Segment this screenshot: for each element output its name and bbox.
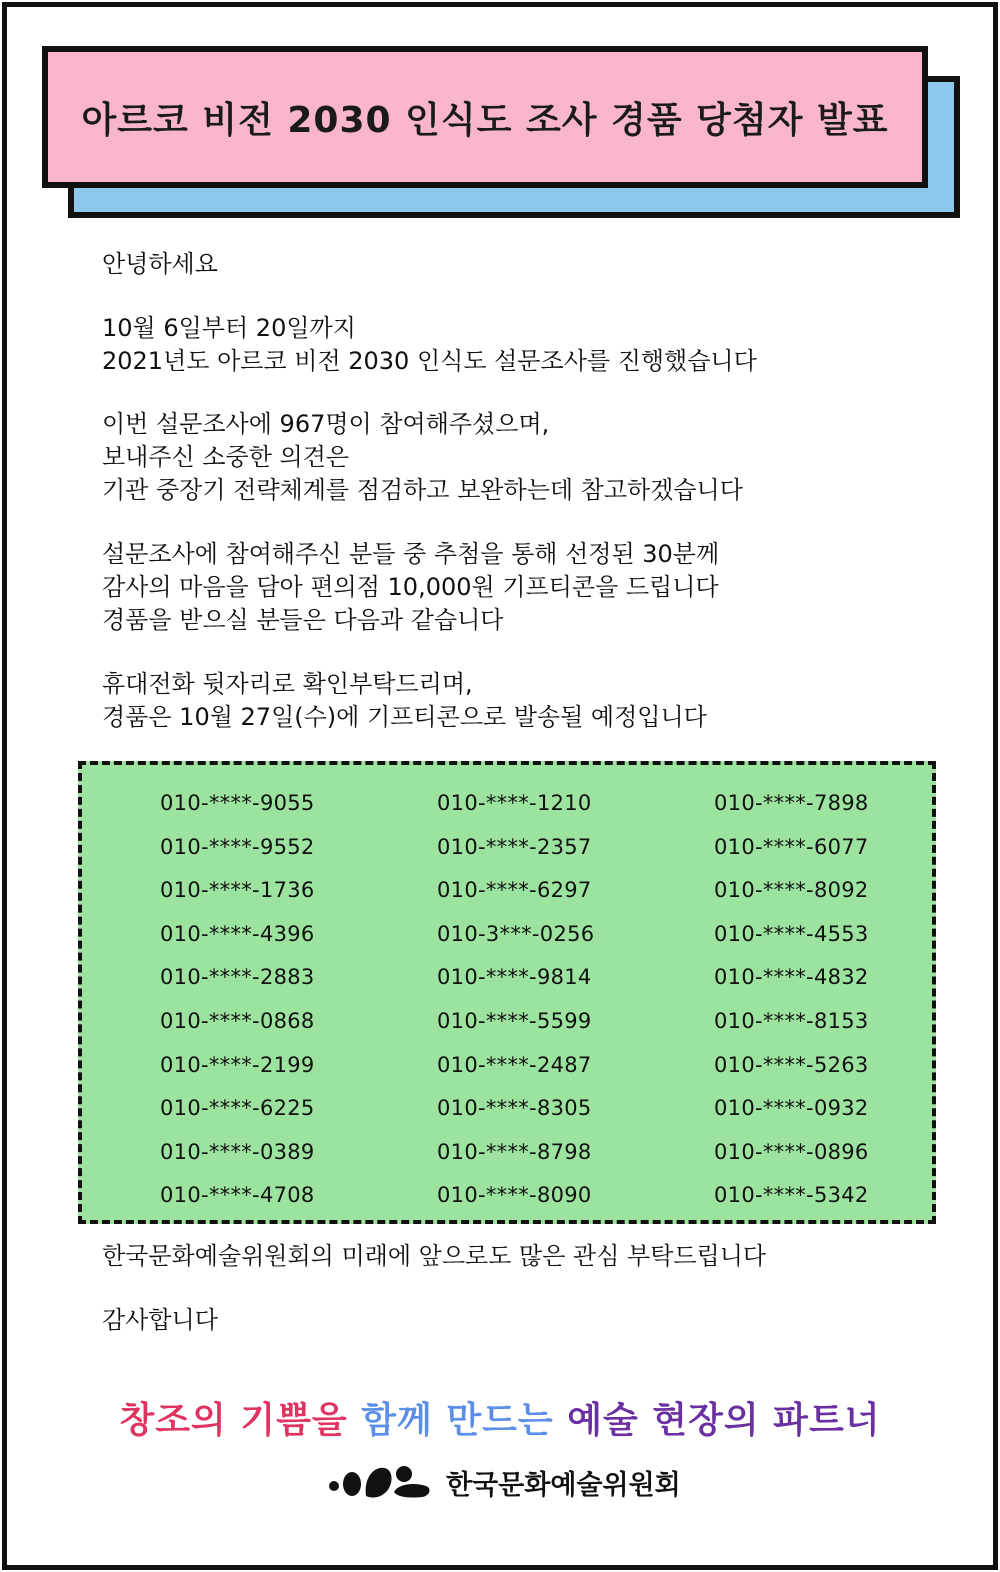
text-line: 휴대전화 뒷자리로 확인부탁드리며,	[102, 670, 473, 698]
winner-phone-number: 010-****-0389	[160, 1139, 315, 1164]
slogan-part-1: 창조의 기쁨을	[119, 1400, 348, 1441]
winner-phone-number: 010-****-6077	[714, 834, 869, 859]
text-line: 10월 6일부터 20일까지	[102, 314, 356, 342]
winner-phone-number: 010-****-8153	[714, 1008, 869, 1033]
winner-phone-number: 010-****-4553	[714, 921, 869, 946]
organization-logo	[328, 1458, 681, 1506]
winner-phone-number: 010-****-2199	[160, 1052, 315, 1077]
closing-text: 한국문화예술위원회의 미래에 앞으로도 많은 관심 부탁드립니다	[102, 1242, 767, 1270]
title-banner	[42, 46, 928, 188]
thanks-paragraph	[102, 408, 922, 507]
winner-phone-number: 010-****-5263	[714, 1052, 869, 1077]
text-line: 경품을 받으실 분들은 다음과 같습니다	[102, 606, 504, 634]
winner-phone-number: 010-****-2357	[437, 834, 592, 859]
text-line: 감사의 마음을 담아 편의점 10,000원 기프티콘을 드립니다	[102, 573, 719, 601]
page-title: 아르코 비전 2030 인식도 조사 경품 당첨자 발표	[81, 99, 889, 141]
text-line: 기관 중장기 전략체계를 점검하고 보완하는데 참고하겠습니다	[102, 476, 743, 504]
winner-phone-number: 010-****-4708	[160, 1183, 315, 1208]
slogan-part-2: 함께 만드는	[361, 1400, 554, 1441]
winner-phone-number: 010-****-1736	[160, 878, 315, 903]
winner-phone-number: 010-****-4832	[714, 965, 869, 990]
text-line: 경품은 10월 27일(수)에 기프티콘으로 발송될 예정입니다	[102, 703, 707, 731]
slogan-part-3: 예술 현장의 파트너	[567, 1400, 881, 1441]
greeting-text: 안녕하세요	[102, 250, 218, 278]
winner-phone-number: 010-****-9055	[160, 791, 315, 815]
winner-phone-number: 010-****-8092	[714, 878, 869, 903]
winner-phone-number: 010-****-0932	[714, 1096, 869, 1121]
winner-phone-number: 010-****-8798	[437, 1139, 592, 1164]
winner-phone-number: 010-****-4396	[160, 921, 315, 946]
text-line: 보내주신 소중한 의견은	[102, 443, 350, 471]
winner-phone-number: 010-****-0868	[160, 1008, 315, 1033]
winner-phone-number: 010-****-6297	[437, 878, 592, 903]
winners-grid	[82, 785, 932, 1221]
winner-phone-number: 010-****-5599	[437, 1008, 592, 1033]
text-line: 이번 설문조사에 967명이 참여해주셨으며,	[102, 410, 550, 438]
text-line: 2021년도 아르코 비전 2030 인식도 설문조사를 진행했습니다	[102, 347, 757, 375]
winner-phone-number: 010-****-0896	[714, 1139, 869, 1164]
winner-phone-number: 010-****-7898	[714, 791, 869, 815]
winner-phone-number: 010-****-1210	[437, 791, 592, 815]
logo-text: 한국문화예술위원회	[446, 1469, 681, 1501]
winner-phone-number: 010-****-9814	[437, 965, 592, 990]
winners-intro-paragraph	[102, 538, 922, 637]
notice-paragraph	[102, 668, 922, 734]
winners-list-box	[78, 761, 936, 1224]
winner-phone-number: 010-3***-0256	[437, 921, 595, 946]
winner-phone-number: 010-****-8305	[437, 1096, 592, 1121]
winner-phone-number: 010-****-9552	[160, 834, 315, 859]
winner-phone-number: 010-****-5342	[714, 1183, 869, 1208]
thank-you-text: 감사합니다	[102, 1306, 218, 1334]
winner-phone-number: 010-****-2883	[160, 965, 315, 990]
slogan	[0, 1392, 1000, 1443]
winner-phone-number: 010-****-6225	[160, 1096, 315, 1121]
winner-phone-number: 010-****-8090	[437, 1183, 592, 1208]
logo-mark-icon	[328, 1462, 432, 1502]
text-line: 설문조사에 참여해주신 분들 중 추첨을 통해 선정된 30분께	[102, 540, 720, 568]
winner-phone-number: 010-****-2487	[437, 1052, 592, 1077]
survey-period-paragraph	[102, 312, 922, 378]
